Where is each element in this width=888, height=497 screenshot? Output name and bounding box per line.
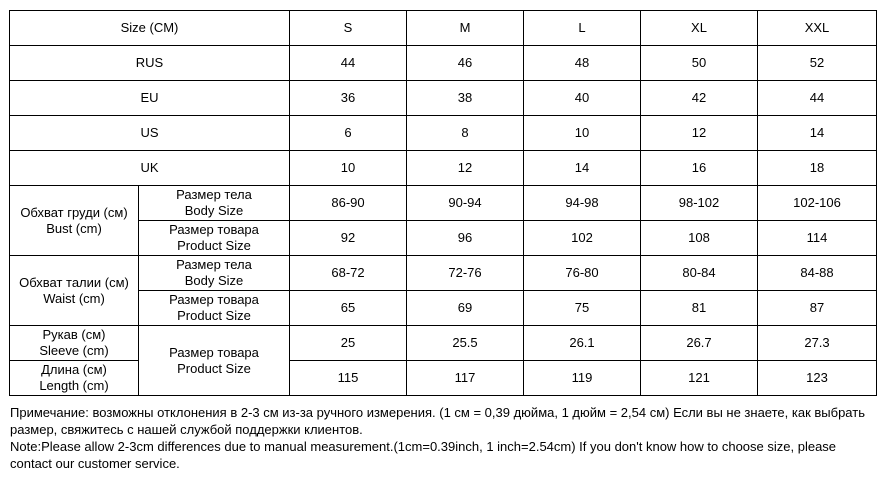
- table-cell: 81: [641, 291, 758, 326]
- table-cell: 44: [758, 81, 877, 116]
- table-cell: 75: [524, 291, 641, 326]
- table-cell: 42: [641, 81, 758, 116]
- note-russian: Примечание: возможны отклонения в 2-3 см из-за ручного измерения. (1 см = 0,39 дюйма, 1 дюйм = 2,54 см) Если вы не знаете, как выбрать размер, свяжитесь с нашей службой поддержки клиентов.: [10, 405, 865, 437]
- size-column-header: S: [290, 11, 407, 46]
- table-cell: 48: [524, 46, 641, 81]
- size-column-header: L: [524, 11, 641, 46]
- table-cell: 87: [758, 291, 877, 326]
- table-row: [10, 186, 877, 221]
- length-label-ru: Длина (см): [41, 362, 107, 377]
- header-row: [10, 11, 877, 46]
- bust-label: [10, 186, 139, 256]
- measure-type-ru: Размер тела: [176, 187, 252, 202]
- table-cell: 94-98: [524, 186, 641, 221]
- table-cell: 84-88: [758, 256, 877, 291]
- measurement-note: [10, 404, 876, 472]
- table-cell: 16: [641, 151, 758, 186]
- table-cell: 108: [641, 221, 758, 256]
- length-label-en: Length (cm): [39, 378, 109, 393]
- table-cell: 26.1: [524, 326, 641, 361]
- table-cell: 27.3: [758, 326, 877, 361]
- table-row: [10, 81, 877, 116]
- measure-type-ru: Размер товара: [169, 344, 259, 360]
- measure-type-en: Product Size: [177, 360, 251, 376]
- table-row: [10, 221, 877, 256]
- table-cell: 26.7: [641, 326, 758, 361]
- table-cell: 114: [758, 221, 877, 256]
- size-column-header: XL: [641, 11, 758, 46]
- bust-label-en: Bust (cm): [46, 220, 102, 236]
- table-cell: 119: [524, 361, 641, 396]
- measure-type-ru: Размер тела: [176, 257, 252, 272]
- measure-type: [139, 221, 290, 256]
- table-row: [10, 151, 877, 186]
- measure-type-en: Body Size: [184, 273, 244, 288]
- table-cell: 92: [290, 221, 407, 256]
- table-cell: 86-90: [290, 186, 407, 221]
- row-label: EU: [10, 81, 290, 116]
- table-cell: 38: [407, 81, 524, 116]
- table-cell: 115: [290, 361, 407, 396]
- sleeve-label: [10, 326, 139, 361]
- measure-type: [139, 186, 290, 221]
- table-cell: 10: [524, 116, 641, 151]
- table-cell: 40: [524, 81, 641, 116]
- table-cell: 117: [407, 361, 524, 396]
- waist-label: [10, 256, 139, 326]
- table-cell: 12: [641, 116, 758, 151]
- table-cell: 36: [290, 81, 407, 116]
- waist-label-ru: Обхват талии (см): [19, 274, 129, 290]
- table-cell: 68-72: [290, 256, 407, 291]
- table-cell: 90-94: [407, 186, 524, 221]
- table-cell: 44: [290, 46, 407, 81]
- size-chart-table: [9, 10, 877, 396]
- measure-type: [139, 291, 290, 326]
- table-cell: 80-84: [641, 256, 758, 291]
- measure-type-ru: Размер товара: [169, 222, 259, 237]
- table-cell: 14: [524, 151, 641, 186]
- table-cell: 25: [290, 326, 407, 361]
- row-label: UK: [10, 151, 290, 186]
- size-column-header: M: [407, 11, 524, 46]
- table-row: [10, 326, 877, 361]
- waist-label-en: Waist (cm): [43, 290, 105, 306]
- length-label: [10, 361, 139, 396]
- table-row: [10, 116, 877, 151]
- table-row: [10, 256, 877, 291]
- measure-type: [139, 256, 290, 291]
- note-english: Note:Please allow 2-3cm differences due to manual measurement.(1cm=0.39inch, 1 inch=2.54cm) If you don't know how to choose size, please contact our customer service.: [10, 439, 837, 471]
- measure-type: [139, 326, 290, 396]
- table-cell: 98-102: [641, 186, 758, 221]
- size-header-label: Size (CM): [10, 11, 290, 46]
- table-cell: 72-76: [407, 256, 524, 291]
- table-row: [10, 46, 877, 81]
- sleeve-label-ru: Рукав (см): [42, 327, 106, 342]
- table-cell: 52: [758, 46, 877, 81]
- table-cell: 10: [290, 151, 407, 186]
- table-cell: 50: [641, 46, 758, 81]
- table-cell: 6: [290, 116, 407, 151]
- measure-type-en: Product Size: [177, 238, 251, 253]
- table-cell: 14: [758, 116, 877, 151]
- table-row: [10, 291, 877, 326]
- table-cell: 8: [407, 116, 524, 151]
- table-cell: 46: [407, 46, 524, 81]
- measure-type-en: Product Size: [177, 308, 251, 323]
- measure-type-en: Body Size: [184, 203, 244, 218]
- table-cell: 65: [290, 291, 407, 326]
- table-cell: 25.5: [407, 326, 524, 361]
- table-cell: 18: [758, 151, 877, 186]
- table-cell: 123: [758, 361, 877, 396]
- size-column-header: XXL: [758, 11, 877, 46]
- row-label: RUS: [10, 46, 290, 81]
- sleeve-label-en: Sleeve (cm): [39, 343, 109, 358]
- table-cell: 102-106: [758, 186, 877, 221]
- table-cell: 69: [407, 291, 524, 326]
- bust-label-ru: Обхват груди (см): [20, 204, 128, 220]
- row-label: US: [10, 116, 290, 151]
- table-cell: 12: [407, 151, 524, 186]
- table-cell: 96: [407, 221, 524, 256]
- table-cell: 121: [641, 361, 758, 396]
- measure-type-ru: Размер товара: [169, 292, 259, 307]
- table-cell: 102: [524, 221, 641, 256]
- table-cell: 76-80: [524, 256, 641, 291]
